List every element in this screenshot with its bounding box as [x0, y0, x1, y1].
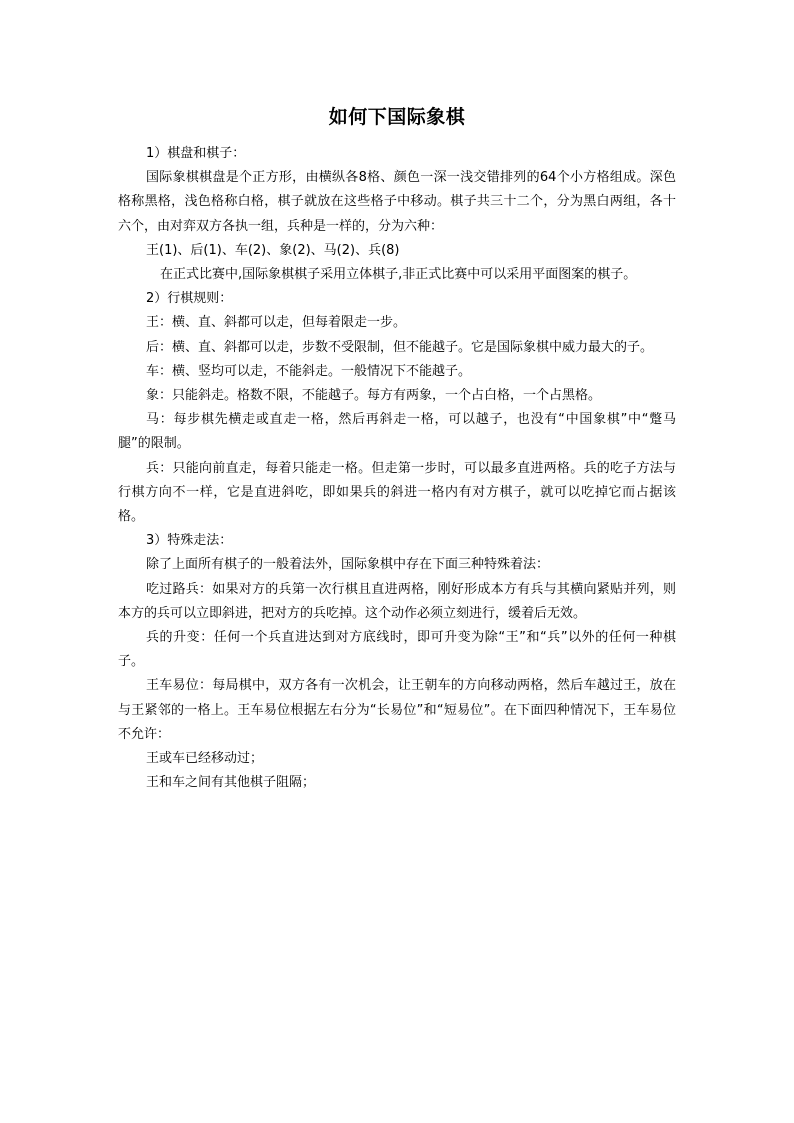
document-title: 如何下国际象棋: [328, 106, 466, 128]
paragraph-queen-rule: 后：横、直、斜都可以走，步数不受限制，但不能越子。它是国际象棋中威力最大的子。: [146, 339, 654, 355]
paragraph-en-passant: 吃过路兵：如果对方的兵第一次行棋且直进两格，刚好形成本方有兵与其横向紧贴并列，则本方的兵可以立即斜进，把对方的兵吃掉。这个动作必须立刻进行，缓着后无效。: [118, 581, 676, 621]
paragraph-bishop-rule: 象：只能斜走。格数不限，不能越子。每方有两象，一个占白格，一个占黑格。: [146, 388, 602, 404]
paragraph-section-1-heading: 1）棋盘和棋子：: [146, 146, 246, 161]
paragraph-knight-rule: 马：每步棋先横走或直走一格，然后再斜走一格，可以越子，也没有“中国象棋”中“蹩马腿”的限制。: [118, 412, 676, 452]
paragraph-section-2-heading: 2）行棋规则：: [146, 291, 233, 307]
paragraph-castling-condition-1: 王或车已经移动过；: [146, 751, 264, 767]
paragraph-promotion: 兵的升变：任何一个兵直进达到对方底线时，即可升变为除“王”和“兵”以外的任何一种棋子。: [118, 630, 676, 670]
paragraph-piece-list: 王(1)、后(1)、车(2)、象(2)、马(2)、兵(8): [146, 242, 400, 258]
paragraph-castling: 王车易位：每局棋中，双方各有一次机会，让王朝车的方向移动两格，然后车越过王，放在与王紧邻的一格上。王车易位根据左右分为“长易位”和“短易位”。在下面四种情况下，王车易位不允许：: [118, 678, 676, 742]
paragraph-pawn-rule: 兵：只能向前直走，每着只能走一格。但走第一步时，可以最多直进两格。兵的吃子方法与行棋方向不一样，它是直进斜吃，即如果兵的斜进一格内有对方棋子，就可以吃掉它而占据该格。: [118, 460, 676, 525]
paragraph-special-moves-intro: 除了上面所有棋子的一般着法外，国际象棋中存在下面三种特殊着法：: [146, 557, 550, 573]
paragraph-castling-condition-2: 王和车之间有其他棋子阻隔；: [146, 775, 316, 791]
paragraph-section-3-heading: 3）特殊走法：: [146, 533, 233, 549]
paragraph-rook-rule: 车：横、竖均可以走，不能斜走。一般情况下不能越子。: [146, 363, 472, 379]
paragraph-board-description: 国际象棋棋盘是个正方形，由横纵各8格、颜色一深一浅交错排列的64个小方格组成。深色格称黑格，浅色格称白格，棋子就放在这些格子中移动。棋子共三十二个，分为黑白两组，各十六个，由对弈双方各执一组，兵种是一样的，分为六种：: [118, 170, 676, 234]
paragraph-formal-match: 在正式比赛中,国际象棋棋子采用立体棋子,非正式比赛中可以采用平面图案的棋子。: [160, 267, 637, 283]
paragraph-king-rule: 王：横、直、斜都可以走，但每着限走一步。: [146, 315, 407, 331]
